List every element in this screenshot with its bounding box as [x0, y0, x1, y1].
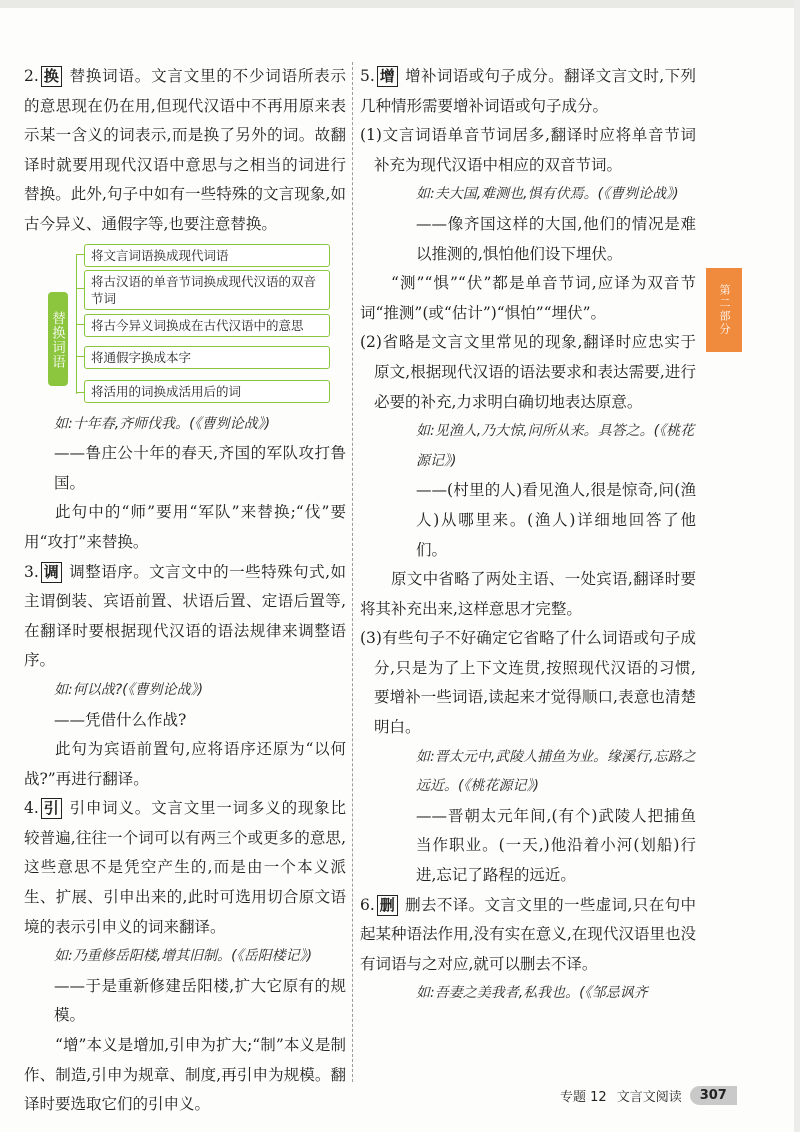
mindmap-node-2: 将古汉语的单音节词换成现代汉语的双音节词 — [84, 270, 330, 310]
example-3-note: 此句为宾语前置句,应将语序还原为“以何战?”再进行翻译。 — [24, 740, 346, 788]
item-2-text: 替换词语。文言文里的不少词语所表示的意思现在仍在用,但现代汉语中不再用原来表示某一含义的词表示,而是换了另外的词。故翻译时就要用现代汉语中意思与之相当的词进行替换。此外,句子中如有一些特殊的文言现象,如古今异义、通假字等,也要注意替换。 — [24, 67, 346, 233]
item-5-text: 增补词语或句子成分。翻译文言文时,下列几种情形需要增补词语或句子成分。 — [360, 67, 696, 115]
mindmap-node-3: 将古今异义词换成在古代汉语中的意思 — [84, 314, 330, 337]
mindmap-branch — [76, 356, 84, 357]
left-column — [24, 62, 346, 1120]
item-4 — [24, 794, 346, 942]
sub-3-translation: ——晋朝太元年间,(有个)武陵人把捕鱼当作职业。(一天,)他沿着小河(划船)行进,忘记了路程的远近。 — [416, 806, 696, 885]
mindmap-branch — [76, 324, 84, 325]
item-4-key: 引 — [41, 798, 62, 819]
mindmap-branch — [76, 392, 84, 393]
example-2-note: 此句中的“师”要用“军队”来替换;“伐”要用“攻打”来替换。 — [24, 503, 346, 551]
page-top-edge — [0, 0, 800, 8]
mindmap-node-5: 将活用的词换成活用后的词 — [84, 380, 330, 403]
mindmap-branch — [76, 254, 84, 255]
item-3-number: 3. — [24, 562, 39, 581]
mindmap-node-4: 将通假字换成本字 — [84, 346, 330, 369]
item-6-number: 6. — [360, 895, 375, 914]
item-2-key: 换 — [41, 66, 62, 87]
page-number: 307 — [690, 1086, 737, 1105]
sub-1-text: (1)文言词语单音节词居多,翻译时应将单音节词补充为现代汉语中相应的双音节词。 — [360, 126, 696, 174]
sub-3-source: 如:晋太元中,武陵人捕鱼为业。缘溪行,忘路之远近。(《桃花源记》) — [416, 748, 696, 795]
item-6-key: 删 — [377, 895, 398, 916]
item-5 — [360, 62, 696, 121]
sub-3-text: (3)有些句子不好确定它省略了什么词语或句子成分,只是为了上下文连贯,按照现代汉语的习惯,要增补一些词语,读起来才觉得顺口,表意也清楚明白。 — [360, 629, 696, 737]
item-4-text: 引申词义。文言文里一词多义的现象比较普遍,往往一个词可以有两三个或更多的意思,这些意思不是凭空产生的,而是由一个本义派生、扩展、引申出来的,此时可选用切合原文语境的表示引申义的词来翻译。 — [24, 799, 346, 936]
column-divider — [352, 62, 353, 1082]
item-2-number: 2. — [24, 67, 39, 85]
item-6 — [360, 891, 696, 980]
sub-2-source: 如:见渔人,乃大惊,问所从来。具答之。(《桃花源记》) — [416, 423, 695, 469]
example-4-note: “增”本义是增加,引申为扩大;“制”本义是制作、制造,引申为规章、制度,再引申为规模。翻译时要选取它们的引申义。 — [24, 1036, 346, 1114]
example-4-source: 如:乃重修岳阳楼,增其旧制。(《岳阳楼记》) — [54, 948, 313, 965]
footer-subject: 文言文阅读 — [616, 1089, 682, 1105]
sub-1-note: “测”“惧”“伏”都是单音节词,应译为双音节词“推测”(或“估计”)“惧怕”“埋伏”。 — [360, 274, 696, 322]
item-5-key: 增 — [377, 66, 398, 87]
example-3-translation: ——凭借什么作战? — [54, 710, 187, 729]
sub-2-text: (2)省略是文言文里常见的现象,翻译时应忠实于原文,根据现代汉语的语法要求和表达需要,进行必要的补充,力求明白确切地表达原意。 — [360, 333, 696, 411]
item-3 — [24, 558, 346, 676]
sub-1-source: 如:夫大国,难测也,惧有伏焉。(《曹刿论战》) — [416, 186, 679, 203]
right-column — [360, 62, 696, 1009]
item-3-key: 调 — [41, 562, 62, 583]
example-2-source: 如:十年春,齐师伐我。(《曹刿论战》) — [54, 415, 271, 432]
mindmap-branch — [76, 288, 84, 289]
example-2-translation: ——鲁庄公十年的春天,齐国的军队攻打鲁国。 — [54, 444, 346, 492]
section-side-tab: 第二部分 — [706, 268, 742, 352]
page-footer — [560, 1082, 737, 1108]
mindmap-root: 替换词语 — [48, 292, 68, 386]
footer-topic: 专题 12 — [560, 1089, 607, 1105]
sub-1-translation: ——像齐国这样的大国,他们的情况是难以推测的,惧怕他们设下埋伏。 — [416, 214, 696, 263]
page-right-edge — [794, 0, 800, 1132]
sub-2-note: 原文中省略了两处主语、一处宾语,翻译时要将其补充出来,这样意思才完整。 — [360, 570, 696, 618]
item-3-text: 调整语序。文言文中的一些特殊句式,如主谓倒装、宾语前置、状语后置、定语后置等,在翻译时要根据现代汉语的语法规律来调整语序。 — [24, 562, 346, 670]
example-4-translation: ——于是重新修建岳阳楼,扩大它原有的规模。 — [54, 976, 346, 1025]
example-6-source: 如:吾妻之美我者,私我也。(《邹忌讽齐 — [416, 985, 648, 1002]
item-4-number: 4. — [24, 799, 39, 818]
mindmap-node-1: 将文言词语换成现代词语 — [84, 244, 330, 267]
item-5-number: 5. — [360, 67, 375, 85]
example-3-source: 如:何以战?(《曹刿论战》) — [54, 681, 204, 698]
sub-2-translation: ——(村里的人)看见渔人,很是惊奇,问(渔人)从哪里来。(渔人)详细地回答了他们。 — [416, 481, 696, 559]
item-6-text: 删去不译。文言文里的一些虚词,只在句中起某种语法作用,没有实在意义,在现代汉语里也没有词语与之对应,就可以删去不译。 — [360, 895, 696, 973]
item-2 — [24, 62, 346, 240]
mindmap-replace-words — [24, 244, 346, 404]
